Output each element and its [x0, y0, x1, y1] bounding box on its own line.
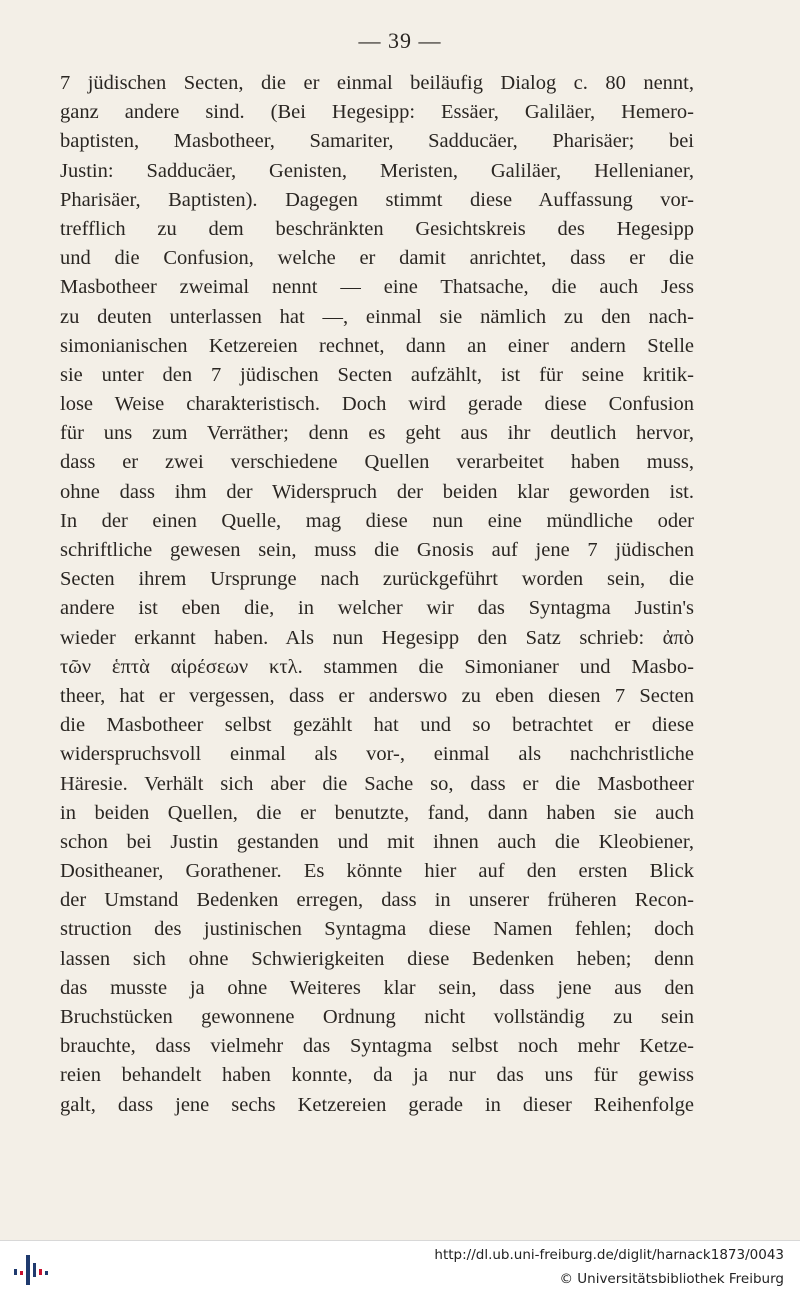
text-line: Secten ihrem Ursprunge nach zurückgeführt worden sein, die — [60, 568, 694, 591]
text-line: baptisten, Masbotheer, Samariter, Sadducäer, Pharisäer; bei — [60, 130, 694, 153]
footer-url[interactable]: http://dl.ub.uni-freiburg.de/diglit/harnack1873/0043 — [434, 1247, 784, 1263]
text-line: das musste ja ohne Weiteres klar sein, dass jene aus den — [60, 976, 694, 999]
text-line: lassen sich ohne Schwierigkeiten diese Bedenken heben; denn — [60, 947, 694, 970]
text-line: lose Weise charakteristisch. Doch wird gerade diese Confusion — [60, 393, 694, 416]
text-line: theer, hat er vergessen, dass er anderswo zu eben diesen 7 Secten — [60, 684, 694, 707]
text-line: τῶν ἑπτὰ αἱρέσεων κτλ. stammen die Simonianer und Masbo- — [60, 655, 694, 678]
text-line: schriftliche gewesen sein, muss die Gnosis auf jene 7 jüdischen — [60, 539, 694, 561]
text-line: für uns zum Verräther; denn es geht aus ihr deutlich hervor, — [60, 422, 694, 445]
text-line: Pharisäer, Baptisten). Dagegen stimmt diese Auffassung vor- — [60, 188, 694, 211]
text-line: struction des justinischen Syntagma diese Namen fehlen; doch — [60, 918, 694, 941]
text-line: der Umstand Bedenken erregen, dass in unserer früheren Recon- — [60, 889, 694, 912]
text-line: Justin: Sadducäer, Genisten, Meristen, Galiläer, Hellenianer, — [60, 159, 694, 182]
footer-copyright: © Universitätsbibliothek Freiburg — [559, 1271, 784, 1287]
text-line: ohne dass ihm der Widerspruch der beiden klar geworden ist. — [60, 480, 694, 503]
text-line: zu deuten unterlassen hat —, einmal sie nämlich zu den nach- — [60, 305, 694, 328]
text-line: reien behandelt haben konnte, da ja nur das uns für gewiss — [60, 1064, 694, 1087]
text-line: 7 jüdischen Secten, die er einmal beiläufig Dialog c. 80 nennt, — [60, 72, 694, 94]
ub-freiburg-logo-icon — [10, 1249, 54, 1289]
text-line: ganz andere sind. (Bei Hegesipp: Essäer, Galiläer, Hemero- — [60, 101, 694, 124]
text-line: Masbotheer zweimal nennt — eine Thatsache, die auch Jess — [60, 276, 694, 299]
text-line: in beiden Quellen, die er benutzte, fand, dann haben sie auch — [60, 801, 694, 824]
text-line: galt, dass jene sechs Ketzereien gerade in dieser Reihenfolge — [60, 1093, 694, 1116]
text-line: die Masbotheer selbst gezählt hat und so betrachtet er diese — [60, 714, 694, 737]
footer-bar — [0, 1240, 800, 1297]
text-line: dass er zwei verschiedene Quellen verarbeitet haben muss, — [60, 451, 694, 474]
body-text — [60, 69, 694, 1120]
text-line: sie unter den 7 jüdischen Secten aufzählt, ist für seine kritik- — [60, 363, 694, 386]
text-line: brauchte, dass vielmehr das Syntagma selbst noch mehr Ketze- — [60, 1035, 694, 1058]
text-line: widerspruchsvoll einmal als vor-, einmal als nachchristliche — [60, 743, 694, 766]
text-line: Dositheaner, Gorathener. Es könnte hier auf den ersten Blick — [60, 860, 694, 883]
page-number: — 39 — — [358, 28, 442, 53]
text-line: schon bei Justin gestanden und mit ihnen auch die Kleobiener, — [60, 830, 694, 853]
text-line: Bruchstücken gewonnene Ordnung nicht vollständig zu sein — [60, 1006, 694, 1028]
text-line: trefflich zu dem beschränkten Gesichtskreis des Hegesipp — [60, 217, 694, 240]
text-line: In der einen Quelle, mag diese nun eine mündliche oder — [60, 509, 694, 532]
text-line: andere ist eben die, in welcher wir das Syntagma Justin's — [60, 597, 694, 620]
text-line: Häresie. Verhält sich aber die Sache so, dass er die Masbotheer — [60, 772, 694, 795]
text-line: und die Confusion, welche er damit anrichtet, dass er die — [60, 247, 694, 270]
text-line: wieder erkannt haben. Als nun Hegesipp den Satz schrieb: ἀπὸ — [60, 626, 694, 649]
text-line: simonianischen Ketzereien rechnet, dann an einer andern Stelle — [60, 334, 694, 357]
